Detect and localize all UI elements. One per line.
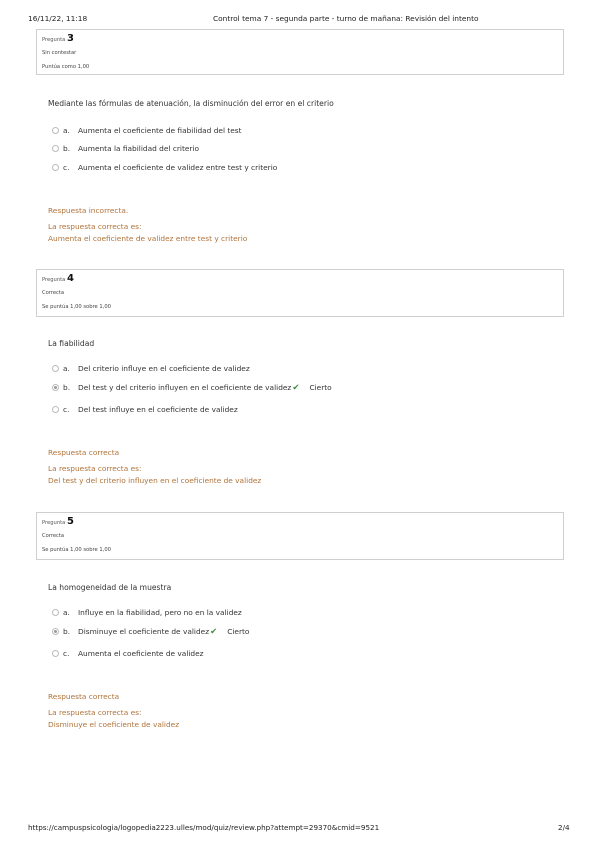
- question-info-box-5: [36, 512, 564, 560]
- option-letter: a.: [63, 126, 70, 135]
- print-datetime: 16/11/22, 11:18: [28, 14, 88, 23]
- radio-icon[interactable]: [52, 384, 59, 391]
- question-status: Correcta: [42, 290, 65, 296]
- correct-answer-label: La respuesta correcta es:: [48, 222, 142, 231]
- option-letter: b.: [63, 383, 71, 392]
- page-number: 2/4: [558, 823, 570, 832]
- option-text-wrapper: [78, 627, 249, 637]
- question-number: Pregunta 3: [42, 33, 74, 44]
- option-text: Aumenta el coeficiente de validez entre test y criterio: [78, 163, 278, 172]
- option-text: Disminuye el coeficiente de validez: [78, 627, 210, 636]
- print-url: https://campuspsicologia/logopedia2223.ulles/mod/quiz/review.php?attempt=29370&cmid=9521: [28, 823, 380, 832]
- radio-icon[interactable]: [52, 628, 59, 635]
- radio-icon[interactable]: [52, 164, 59, 171]
- option-text: Influye en la fiabilidad, pero no en la validez: [78, 608, 242, 617]
- check-icon: ✔: [292, 383, 300, 393]
- correct-answer-label: La respuesta correcta es:: [48, 708, 142, 717]
- feedback-text: Respuesta correcta: [48, 692, 120, 701]
- option-letter: a.: [63, 608, 70, 617]
- question-text: La fiabilidad: [48, 339, 95, 348]
- question-text: Mediante las fórmulas de atenuación, la disminución del error en el criterio: [48, 99, 334, 108]
- option-letter: c.: [63, 649, 70, 658]
- option-text: Aumenta el coeficiente de validez: [78, 649, 204, 658]
- feedback-text: Respuesta incorrecta.: [48, 206, 129, 215]
- correct-answer-label: La respuesta correcta es:: [48, 464, 142, 473]
- question-status: Sin contestar: [42, 50, 77, 56]
- correct-mark: Cierto: [309, 383, 332, 392]
- check-icon: ✔: [210, 627, 218, 637]
- question-score: Se puntúa 1,00 sobre 1,00: [42, 547, 111, 553]
- correct-answer: Aumenta el coeficiente de validez entre test y criterio: [48, 234, 248, 243]
- feedback-text: Respuesta correcta: [48, 448, 120, 457]
- radio-icon[interactable]: [52, 127, 59, 134]
- option-text: Aumenta el coeficiente de fiabilidad del test: [78, 126, 242, 135]
- question-number: Pregunta 4: [42, 273, 74, 284]
- question-status: Correcta: [42, 533, 65, 539]
- question-info-box-3: [36, 29, 564, 75]
- option-text: Del test y del criterio influyen en el coeficiente de validez: [78, 383, 292, 392]
- option-letter: b.: [63, 627, 71, 636]
- correct-mark: Cierto: [227, 627, 250, 636]
- option-letter: c.: [63, 405, 70, 414]
- radio-icon[interactable]: [52, 609, 59, 616]
- radio-icon[interactable]: [52, 650, 59, 657]
- option-text: Aumenta la fiabilidad del criterio: [78, 144, 200, 153]
- radio-icon[interactable]: [52, 145, 59, 152]
- question-number: Pregunta 5: [42, 516, 74, 527]
- option-letter: b.: [63, 144, 71, 153]
- question-score: Se puntúa 1,00 sobre 1,00: [42, 304, 111, 310]
- correct-answer: Del test y del criterio influyen en el coeficiente de validez: [48, 476, 262, 485]
- option-letter: c.: [63, 163, 70, 172]
- option-text: Del test influye en el coeficiente de validez: [78, 405, 238, 414]
- option-letter: a.: [63, 364, 70, 373]
- question-score: Puntúa como 1,00: [42, 64, 90, 70]
- question-text: La homogeneidad de la muestra: [48, 583, 172, 592]
- question-info-box-4: [36, 269, 564, 317]
- print-title: Control tema 7 - segunda parte - turno de mañana: Revisión del intento: [213, 14, 479, 23]
- radio-icon[interactable]: [52, 406, 59, 413]
- correct-answer: Disminuye el coeficiente de validez: [48, 720, 180, 729]
- radio-icon[interactable]: [52, 365, 59, 372]
- option-text-wrapper: [78, 383, 332, 393]
- option-text: Del criterio influye en el coeficiente de validez: [78, 364, 250, 373]
